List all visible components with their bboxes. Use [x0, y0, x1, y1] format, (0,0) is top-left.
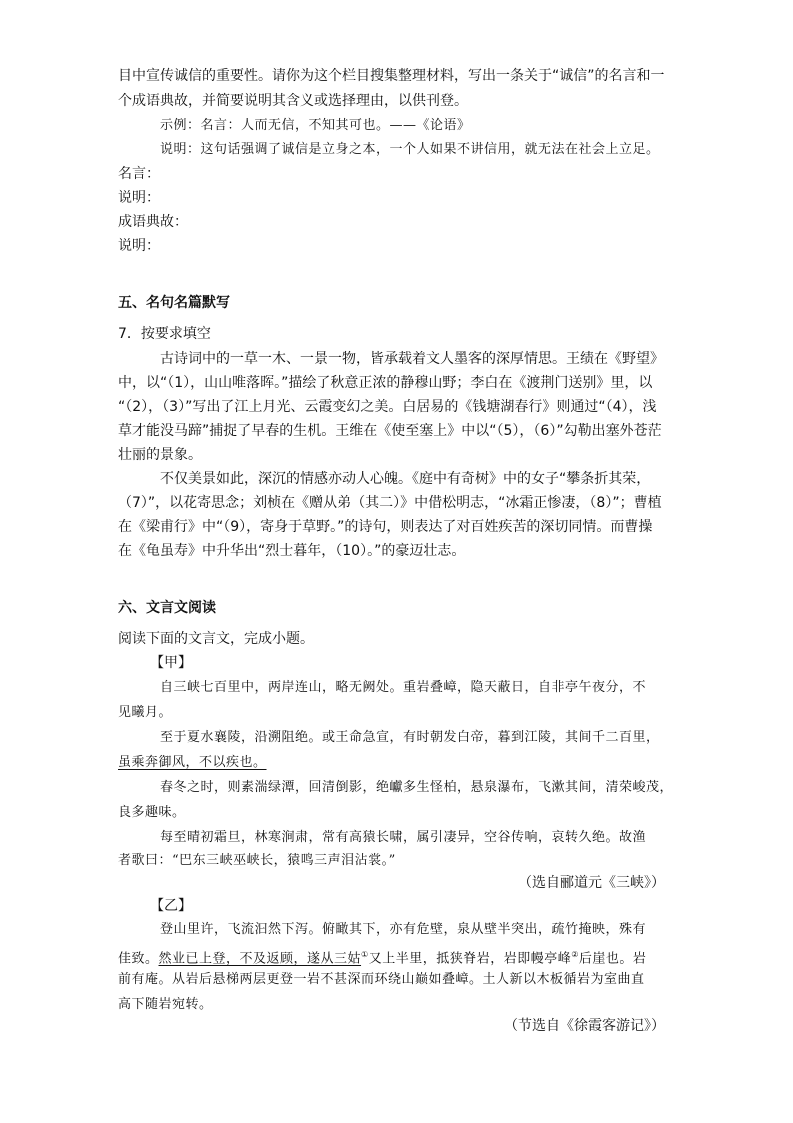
q7-paragraph-2-line-1: 不仅美景如此，深沉的情感亦动人心魄。《庭中有奇树》中的女子“攀条折其荣，: [160, 471, 651, 487]
q7-paragraph-1-line-3: “（2），（3）”写出了江上月光、云霞变幻之美。白居易的《钱塘湖春行》则通过“（4），浅: [118, 399, 657, 415]
q7-paragraph-2-line-2: （7）”，以花寄思念；刘桢在《赠从弟（其二）》中借松明志，“冰霜正惨凄，（8）”；曹植: [118, 495, 662, 511]
q7-paragraph-1-line-2: 中，以“（1），山山唯落晖。”描绘了秋意正浓的静穆山野；李白在《渡荆门送别》里，以: [118, 375, 653, 391]
passage-yi-label: 【乙】: [150, 898, 192, 914]
q7-paragraph-1-line-4: 草才能没马蹄”捕捉了早春的生机。王维在《使至塞上》中以“（5），（6）”勾勒出塞外苍茫: [118, 423, 662, 439]
q7-paragraph-1-line-1: 古诗词中的一草一木、一景一物，皆承载着文人墨客的深厚情思。王绩在《野望》: [160, 351, 664, 367]
answer-idiom-label: 成语典故：: [118, 214, 188, 230]
passage-jia-line-5: 春冬之时，则素湍绿潭，回清倒影，绝巘多生怪柏，悬泉瀑布，飞漱其间，清荣峻茂，: [160, 780, 674, 795]
answer-explain-label-1: 说明：: [118, 190, 160, 206]
passage-jia-line-2: 见曦月。: [118, 705, 173, 720]
passage-jia-line-1: 自三峡七百里中，两岸连山，略无阙处。重岩叠嶂，隐天蔽日，自非亭午夜分，不: [160, 680, 647, 695]
section-5-title: 五、名句名篇默写: [118, 295, 230, 311]
footnote-marker-1: ①: [361, 950, 369, 959]
answer-motto-label: 名言：: [118, 166, 160, 182]
yi-line-2-end: 后崖也。岩: [578, 951, 647, 967]
yi-line-2-start: 佳致。: [118, 951, 159, 967]
passage-jia-line-6: 良多趣味。: [118, 805, 186, 820]
passage-yi-line-1: 登山里许，飞流汩然下泻。俯瞰其下，亦有危壁，泉从壁半突出，疏竹掩映，殊有: [160, 922, 647, 937]
passage-jia-line-4-underlined: 虽乘奔御风，不以疾也。: [118, 755, 267, 770]
question-7-title: 7．按要求填空: [118, 326, 211, 342]
answer-explain-label-2: 说明：: [118, 238, 160, 254]
passage-jia-line-8: 者歌曰：“巴东三峡巫峡长，猿鸣三声泪沾裳。”: [118, 853, 396, 868]
reading-instruction: 阅读下面的文言文，完成小题。: [118, 631, 314, 647]
q7-paragraph-1-line-5: 壮丽的景象。: [118, 447, 202, 463]
intro-line-1: 目中宣传诚信的重要性。请你为这个栏目搜集整理材料，写出一条关于“诚信”的名言和一: [118, 68, 665, 84]
section-6-title: 六、文言文阅读: [118, 600, 216, 616]
example-explanation: 说明：这句话强调了诚信是立身之本，一个人如果不讲信用，就无法在社会上立足。: [160, 142, 660, 157]
yi-underlined-sentence: 然业已上登，不及返顾，: [158, 951, 308, 967]
passage-jia-line-7: 每至晴初霜旦，林寒涧肃，常有高猿长啸，属引凄异，空谷传响，哀转久绝。故渔: [160, 830, 647, 845]
q7-paragraph-2-line-3: 在《梁甫行》中“（9），寄身于草野。”的诗句，则表达了对百姓疾苦的深切同情。而曹操: [118, 519, 653, 535]
yi-underlined-sentence-cont: 遂从三姑: [307, 951, 362, 967]
passage-jia-line-3: 至于夏水襄陵，沿溯阻绝。或王命急宣，有时朝发白帝，暮到江陵，其间千二百里，: [160, 730, 660, 745]
passage-jia-source: （选自郦道元《三峡》）: [518, 875, 665, 891]
passage-yi-line-3: 前有庵。从岩后悬梯两层更登一岩不甚深而环绕山巅如叠嶂。土人新以木板循岩为室曲直: [118, 972, 645, 987]
passage-jia-label: 【甲】: [150, 655, 192, 671]
footnote-marker-2: ②: [571, 950, 579, 959]
q7-paragraph-2-line-4: 在《龟虽寿》中升华出“烈士暮年，（10）。”的豪迈壮志。: [118, 543, 466, 559]
passage-yi-line-2: [118, 946, 646, 968]
intro-line-2: 个成语典故，并简要说明其含义或选择理由，以供刊登。: [118, 93, 468, 109]
passage-yi-line-4: 高下随岩宛转。: [118, 997, 213, 1012]
example-motto: 示例：名言：人而无信，不知其可也。——《论语》: [160, 118, 471, 133]
passage-yi-source: （节选自《徐霞客游记》）: [504, 1018, 665, 1034]
yi-line-2-mid: 又上半里，抵狭脊岩，岩即幔亭峰: [368, 951, 572, 967]
